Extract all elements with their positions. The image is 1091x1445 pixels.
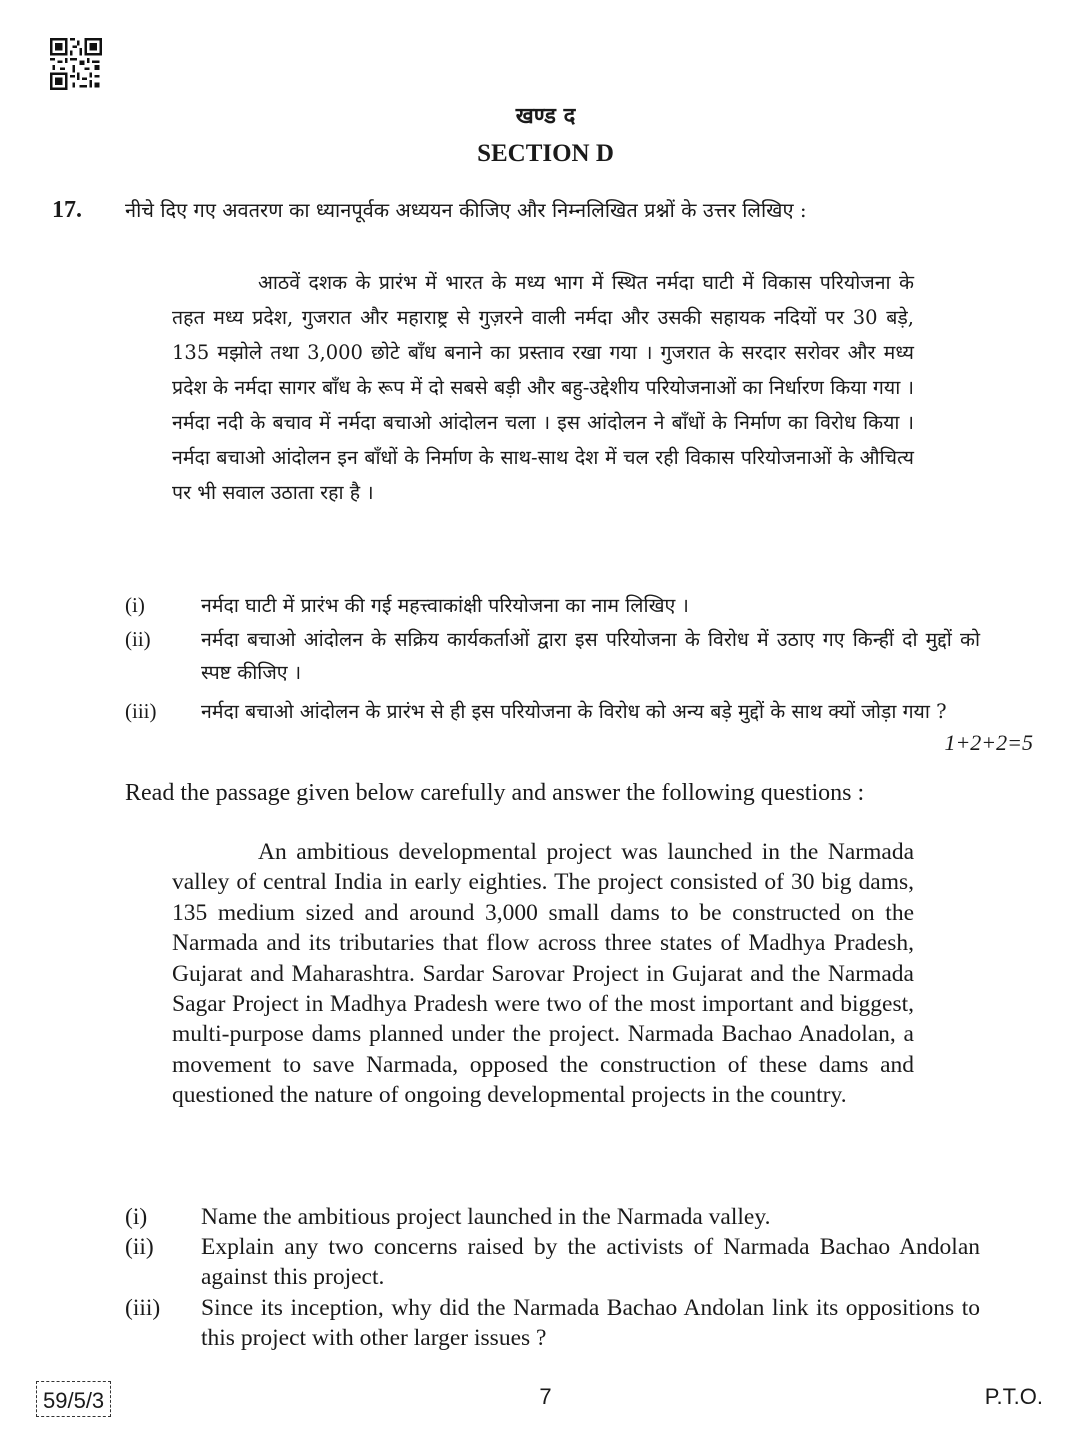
hindi-instruction: नीचे दिए गए अवतरण का ध्यानपूर्वक अध्ययन कीजिए और निम्नलिखित प्रश्नों के उत्तर लिखिए : — [125, 198, 807, 222]
section-title-english: SECTION D — [477, 140, 614, 167]
subquestion-text: नर्मदा घाटी में प्रारंभ की गई महत्त्वाकांक्षी परियोजना का नाम लिखिए । — [201, 594, 689, 617]
subquestion-text: Name the ambitious project launched in the Narmada valley. — [201, 1204, 771, 1230]
subquestion-label: (ii) — [125, 1234, 154, 1260]
hindi-passage: आठवें दशक के प्रारंभ में भारत के मध्य भाग में स्थित नर्मदा घाटी में विकास परियोजना के तहत मध्य प्रदेश, गुजरात और महाराष्ट्र से गुज़रने वाली नर्मदा और उसकी सहायक नदियों पर 30 बड़े, 135 मझोले तथा 3,000 छोटे बाँध बनाने का प्रस्ताव रखा गया । गुजरात के सरदार सरोवर और मध्य प्रदेश के नर्मदा सागर बाँध के रूप में दो सबसे बड़ी और बहु-उद्देशीय परियोजनाओं का निर्धारण किया गया । नर्मदा नदी के बचाव में नर्मदा बचाओ आंदोलन चला । इस आंदोलन ने बाँधों के निर्माण का विरोध किया । नर्मदा बचाओ आंदोलन इन बाँधों के निर्माण के साथ-साथ देश में चल रही विकास परियोजनाओं के औचित्य पर भी सवाल उठाता रहा है । — [172, 271, 914, 504]
subquestion-label: (i) — [125, 593, 145, 617]
subquestion-label: (iii) — [125, 699, 157, 723]
subquestion-text: Explain any two concerns raised by the activists of Narmada Bachao Andolan against this project. — [201, 1234, 980, 1290]
qr-code-icon — [50, 38, 102, 90]
subquestion-label: (iii) — [125, 1295, 161, 1321]
english-instruction: Read the passage given below carefully and answer the following questions : — [125, 780, 865, 806]
page-number: 7 — [539, 1384, 552, 1409]
subquestion-text: Since its inception, why did the Narmada Bachao Andolan link its oppositions to this project with other larger issues ? — [201, 1295, 980, 1351]
marks-allocation: 1+2+2=5 — [944, 730, 1033, 755]
subquestion-label: (ii) — [125, 627, 151, 651]
section-title-hindi: खण्ड द — [515, 103, 576, 129]
paper-code: 59/5/3 — [36, 1381, 111, 1417]
subquestion-label: (i) — [125, 1204, 148, 1230]
question-number: 17. — [52, 197, 82, 223]
pto-label: P.T.O. — [984, 1384, 1043, 1409]
subquestion-text: नर्मदा बचाओ आंदोलन के सक्रिय कार्यकर्ताओं द्वारा इस परियोजना के विरोध में उठाए गए किन्हीं दो मुद्दों को स्पष्ट कीजिए । — [201, 628, 980, 684]
english-passage: An ambitious developmental project was launched in the Narmada valley of central India in early eighties. The project consisted of 30 big dams, 135 medium sized and around 3,000 small dams to be constructed on the Narmada and its tributaries that flow across three states of Madhya Pradesh, Gujarat and Maharashtra. Sardar Sarovar Project in Gujarat and the Narmada Sagar Project in Madhya Pradesh were two of the most important and biggest, multi-purpose dams planned under the project. Narmada Bachao Anadolan, a movement to save Narmada, opposed the construction of these dams and questioned the nature of ongoing developmental projects in the country. — [172, 839, 914, 1109]
subquestion-text: नर्मदा बचाओ आंदोलन के प्रारंभ से ही इस परियोजना के विरोध को अन्य बड़े मुद्दों के साथ क्यों जोड़ा गया ? — [201, 700, 947, 723]
